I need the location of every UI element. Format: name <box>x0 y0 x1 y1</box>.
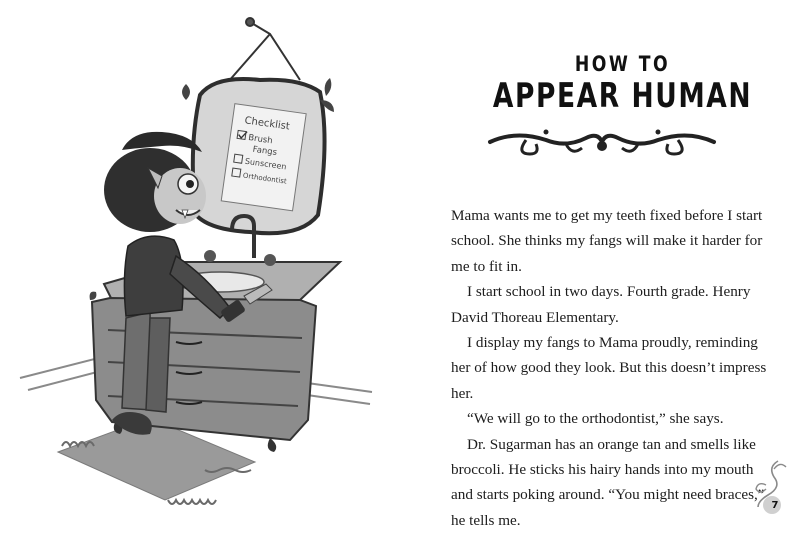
paragraph: I display my fangs to Mama proudly, reminding her of how good they look. But this doesn’t impress her. <box>451 334 767 402</box>
checklist-item: Brush <box>247 132 274 147</box>
mirror-hanger <box>228 18 300 82</box>
checklist-item: Sunscreen <box>244 156 288 172</box>
paragraph: Mama wants me to get my teeth fixed before I start school. She thinks my fangs will make it harder for me to fit in. <box>451 207 763 275</box>
paragraph: I start school in two days. Fourth grade. Henry David Thoreau Elementary. <box>451 283 751 326</box>
chapter-title <box>440 52 800 116</box>
ornament-flourish <box>486 124 718 160</box>
checklist-item: Orthodontist <box>242 171 288 186</box>
checklist-item: Fangs <box>251 144 278 159</box>
page-number: 7 <box>771 500 779 511</box>
paragraph: Dr. Sugarman has an orange tan and smells like broccoli. He sticks his hairy hands into my mouth and starts poking around. “You might need braces,” he tells me. <box>451 435 765 529</box>
checklist-heading: Checklist <box>243 115 291 133</box>
chapter-title-line2: APPEAR HUMAN <box>492 76 753 116</box>
chapter-title-line1: HOW TO <box>574 52 671 76</box>
checklist-note <box>221 104 306 211</box>
body-text <box>451 203 771 533</box>
paragraph: “We will go to the orthodontist,” she says. <box>467 410 724 428</box>
